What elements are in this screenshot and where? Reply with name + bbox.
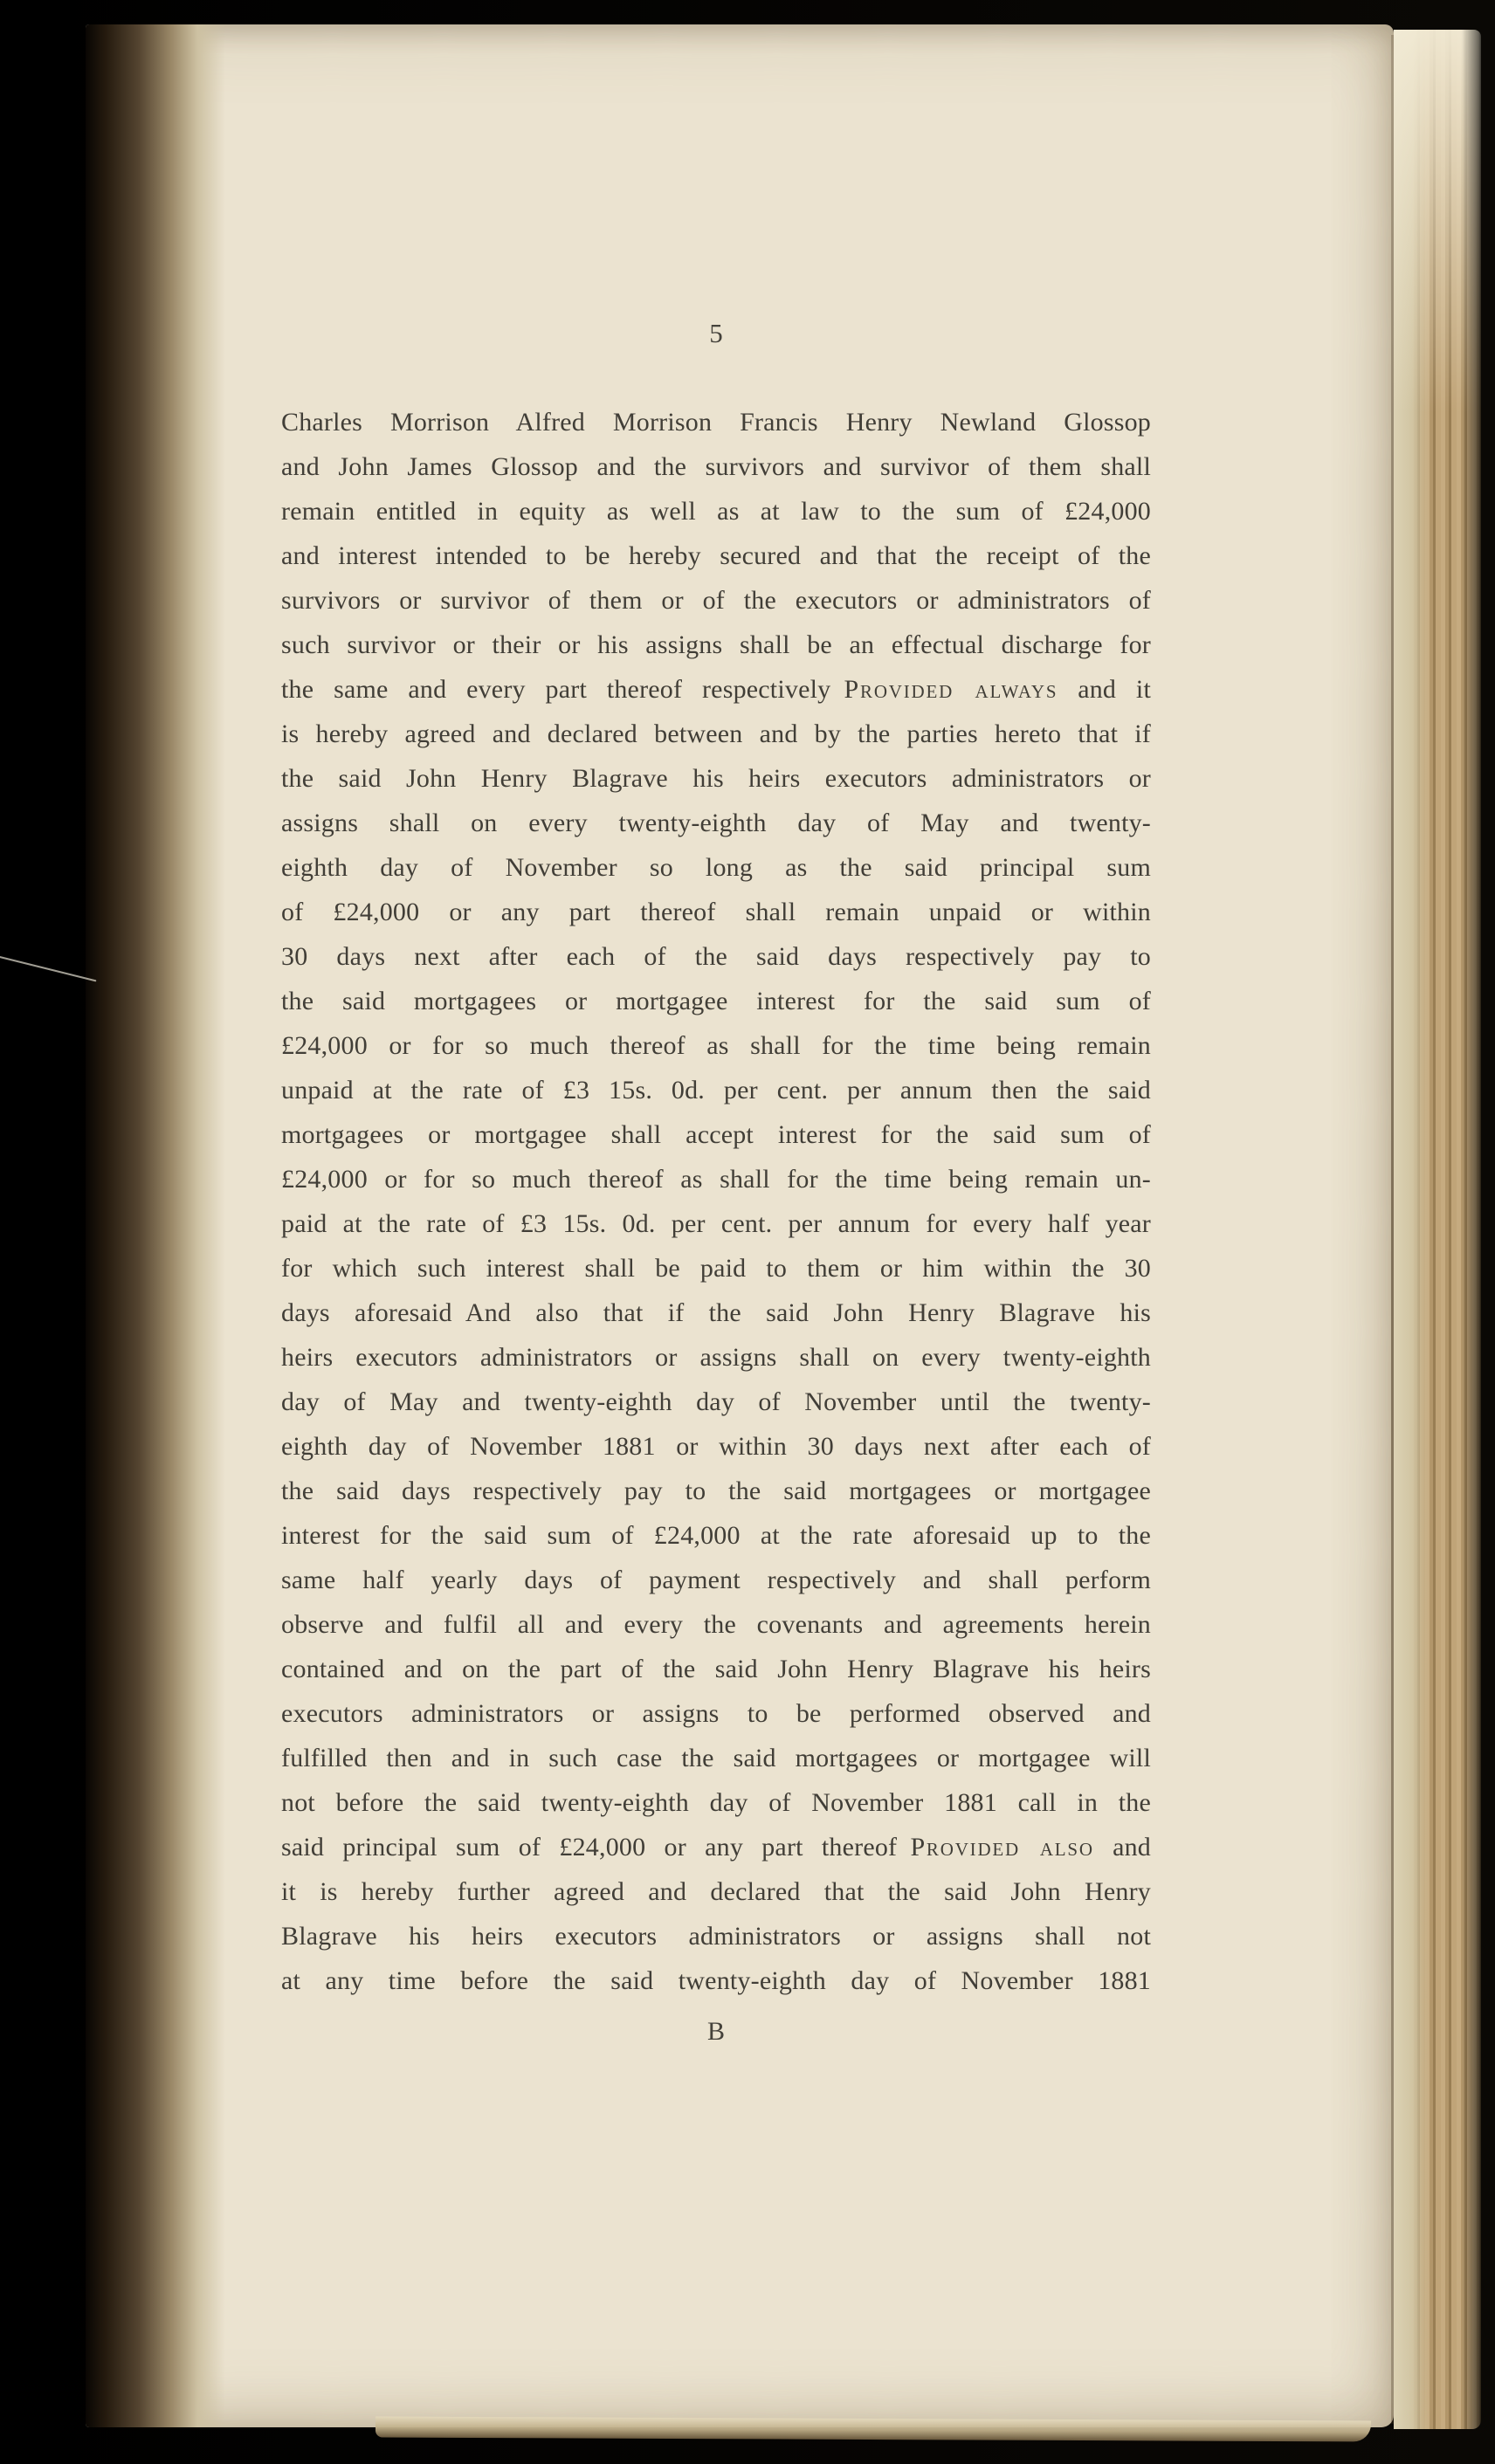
page-bottom-edge: [375, 2417, 1371, 2442]
text-segment: the said days respectively pay to the said mortgagees or mortgagee: [281, 1476, 1151, 1505]
text-segment: and interest intended to be hereby secured and that the receipt of the: [281, 541, 1151, 570]
text-segment: assigns shall on every twenty-eighth day of May and twenty-: [281, 809, 1151, 837]
text-line: [281, 1691, 1151, 1736]
text-segment: the said mortgagees or mortgagee interest for the said sum of: [281, 987, 1151, 1015]
text-line: [281, 1291, 1151, 1335]
text-segment: 30 days next after each of the said days respectively pay to: [281, 942, 1151, 971]
text-segment: eighth day of November so long as the said principal sum: [281, 853, 1151, 882]
text-segment: eighth day of November 1881 or within 30 days next after each of: [281, 1432, 1151, 1461]
text-segment: said principal sum of £24,000 or any part thereof: [281, 1833, 911, 1862]
text-line: [281, 667, 1151, 712]
text-segment: days aforesaid And also that if the said John Henry Blagrave his: [281, 1298, 1151, 1327]
text-line: [281, 533, 1151, 578]
text-line: [281, 1513, 1151, 1558]
text-segment: paid at the rate of £3 15s. 0d. per cent. per annum for every half year: [281, 1209, 1151, 1238]
page-number: 5: [709, 318, 723, 348]
text-segment: survivors or survivor of them or of the executors or administrators of: [281, 586, 1151, 615]
signature-mark: B: [706, 2017, 725, 2046]
text-segment: of £24,000 or any part thereof shall remain unpaid or within: [281, 898, 1151, 926]
text-line: [281, 1023, 1151, 1068]
book-page: [86, 24, 1394, 2427]
text-line: [281, 1558, 1151, 1602]
book-gutter-shadow: [86, 24, 225, 2427]
text-line: [281, 1602, 1151, 1647]
text-segment: for which such interest shall be paid to them or him within the 30: [281, 1254, 1151, 1283]
text-line: [281, 1958, 1151, 2003]
text-line: [281, 1201, 1151, 1246]
text-segment: Charles Morrison Alfred Morrison Francis Henry Newland Glossop: [281, 408, 1151, 437]
text-line: [281, 934, 1151, 979]
text-line: [281, 623, 1151, 667]
text-segment: day of May and twenty-eighth day of November until the twenty-: [281, 1387, 1151, 1416]
text-line: [281, 712, 1151, 756]
text-line: [281, 444, 1151, 489]
text-segment: unpaid at the rate of £3 15s. 0d. per cent. per annum then the said: [281, 1076, 1151, 1105]
text-segment: is hereby agreed and declared between and by the parties hereto that if: [281, 719, 1151, 748]
text-line: [281, 1736, 1151, 1780]
page-text: [281, 400, 1151, 2003]
text-segment: fulfilled then and in such case the said mortgagees or mortgagee will: [281, 1744, 1151, 1772]
text-line: [281, 400, 1151, 444]
text-segment: and: [1093, 1833, 1152, 1862]
text-segment: remain entitled in equity as well as at law to the sum of £24,000: [281, 497, 1151, 526]
text-line: [281, 1914, 1151, 1958]
text-line: [281, 1825, 1151, 1869]
text-segment: £24,000 or for so much thereof as shall for the time being remain un-: [281, 1165, 1151, 1194]
text-segment: contained and on the part of the said John Henry Blagrave his heirs: [281, 1655, 1151, 1683]
text-segment: same half yearly days of payment respectively and shall perform: [281, 1566, 1151, 1594]
text-line: [281, 845, 1151, 890]
text-line: [281, 890, 1151, 934]
text-line: [281, 801, 1151, 845]
text-line: [281, 1246, 1151, 1291]
text-line: [281, 979, 1151, 1023]
text-segment: £24,000 or for so much thereof as shall for the time being remain: [281, 1031, 1151, 1060]
smallcaps-phrase: Provided also: [910, 1833, 1094, 1862]
text-line: [281, 1380, 1151, 1424]
text-segment: observe and fulfil all and every the covenants and agreements herein: [281, 1610, 1151, 1639]
text-line: [281, 1068, 1151, 1112]
text-line: [281, 1869, 1151, 1914]
text-line: [281, 756, 1151, 801]
text-segment: mortgagees or mortgagee shall accept interest for the said sum of: [281, 1120, 1151, 1149]
text-line: [281, 578, 1151, 623]
text-segment: executors administrators or assigns to be performed observed and: [281, 1699, 1151, 1728]
text-segment: not before the said twenty-eighth day of November 1881 call in the: [281, 1788, 1151, 1817]
text-segment: and John James Glossop and the survivors and survivor of them shall: [281, 452, 1151, 481]
text-line: [281, 1424, 1151, 1469]
text-line: [281, 1780, 1151, 1825]
text-line: [281, 489, 1151, 533]
text-line: [281, 1112, 1151, 1157]
smallcaps-phrase: Provided always: [844, 675, 1058, 704]
page-edge-stack: [1394, 30, 1481, 2429]
text-line: [281, 1647, 1151, 1691]
text-line: [281, 1157, 1151, 1201]
text-segment: at any time before the said twenty-eighth day of November 1881: [281, 1966, 1151, 1995]
text-segment: and it: [1058, 675, 1152, 704]
text-segment: the said John Henry Blagrave his heirs executors administrators or: [281, 764, 1151, 793]
text-line: [281, 1469, 1151, 1513]
text-segment: it is hereby further agreed and declared that the said John Henry: [281, 1877, 1151, 1906]
text-segment: Blagrave his heirs executors administrators or assigns shall not: [281, 1922, 1151, 1951]
text-segment: heirs executors administrators or assigns shall on every twenty-eighth: [281, 1343, 1151, 1372]
text-segment: such survivor or their or his assigns shall be an effectual discharge for: [281, 630, 1151, 659]
text-line: [281, 1335, 1151, 1380]
text-segment: interest for the said sum of £24,000 at the rate aforesaid up to the: [281, 1521, 1151, 1550]
text-segment: the same and every part thereof respectively: [281, 675, 844, 704]
scan-artifact-thread: [0, 955, 96, 982]
